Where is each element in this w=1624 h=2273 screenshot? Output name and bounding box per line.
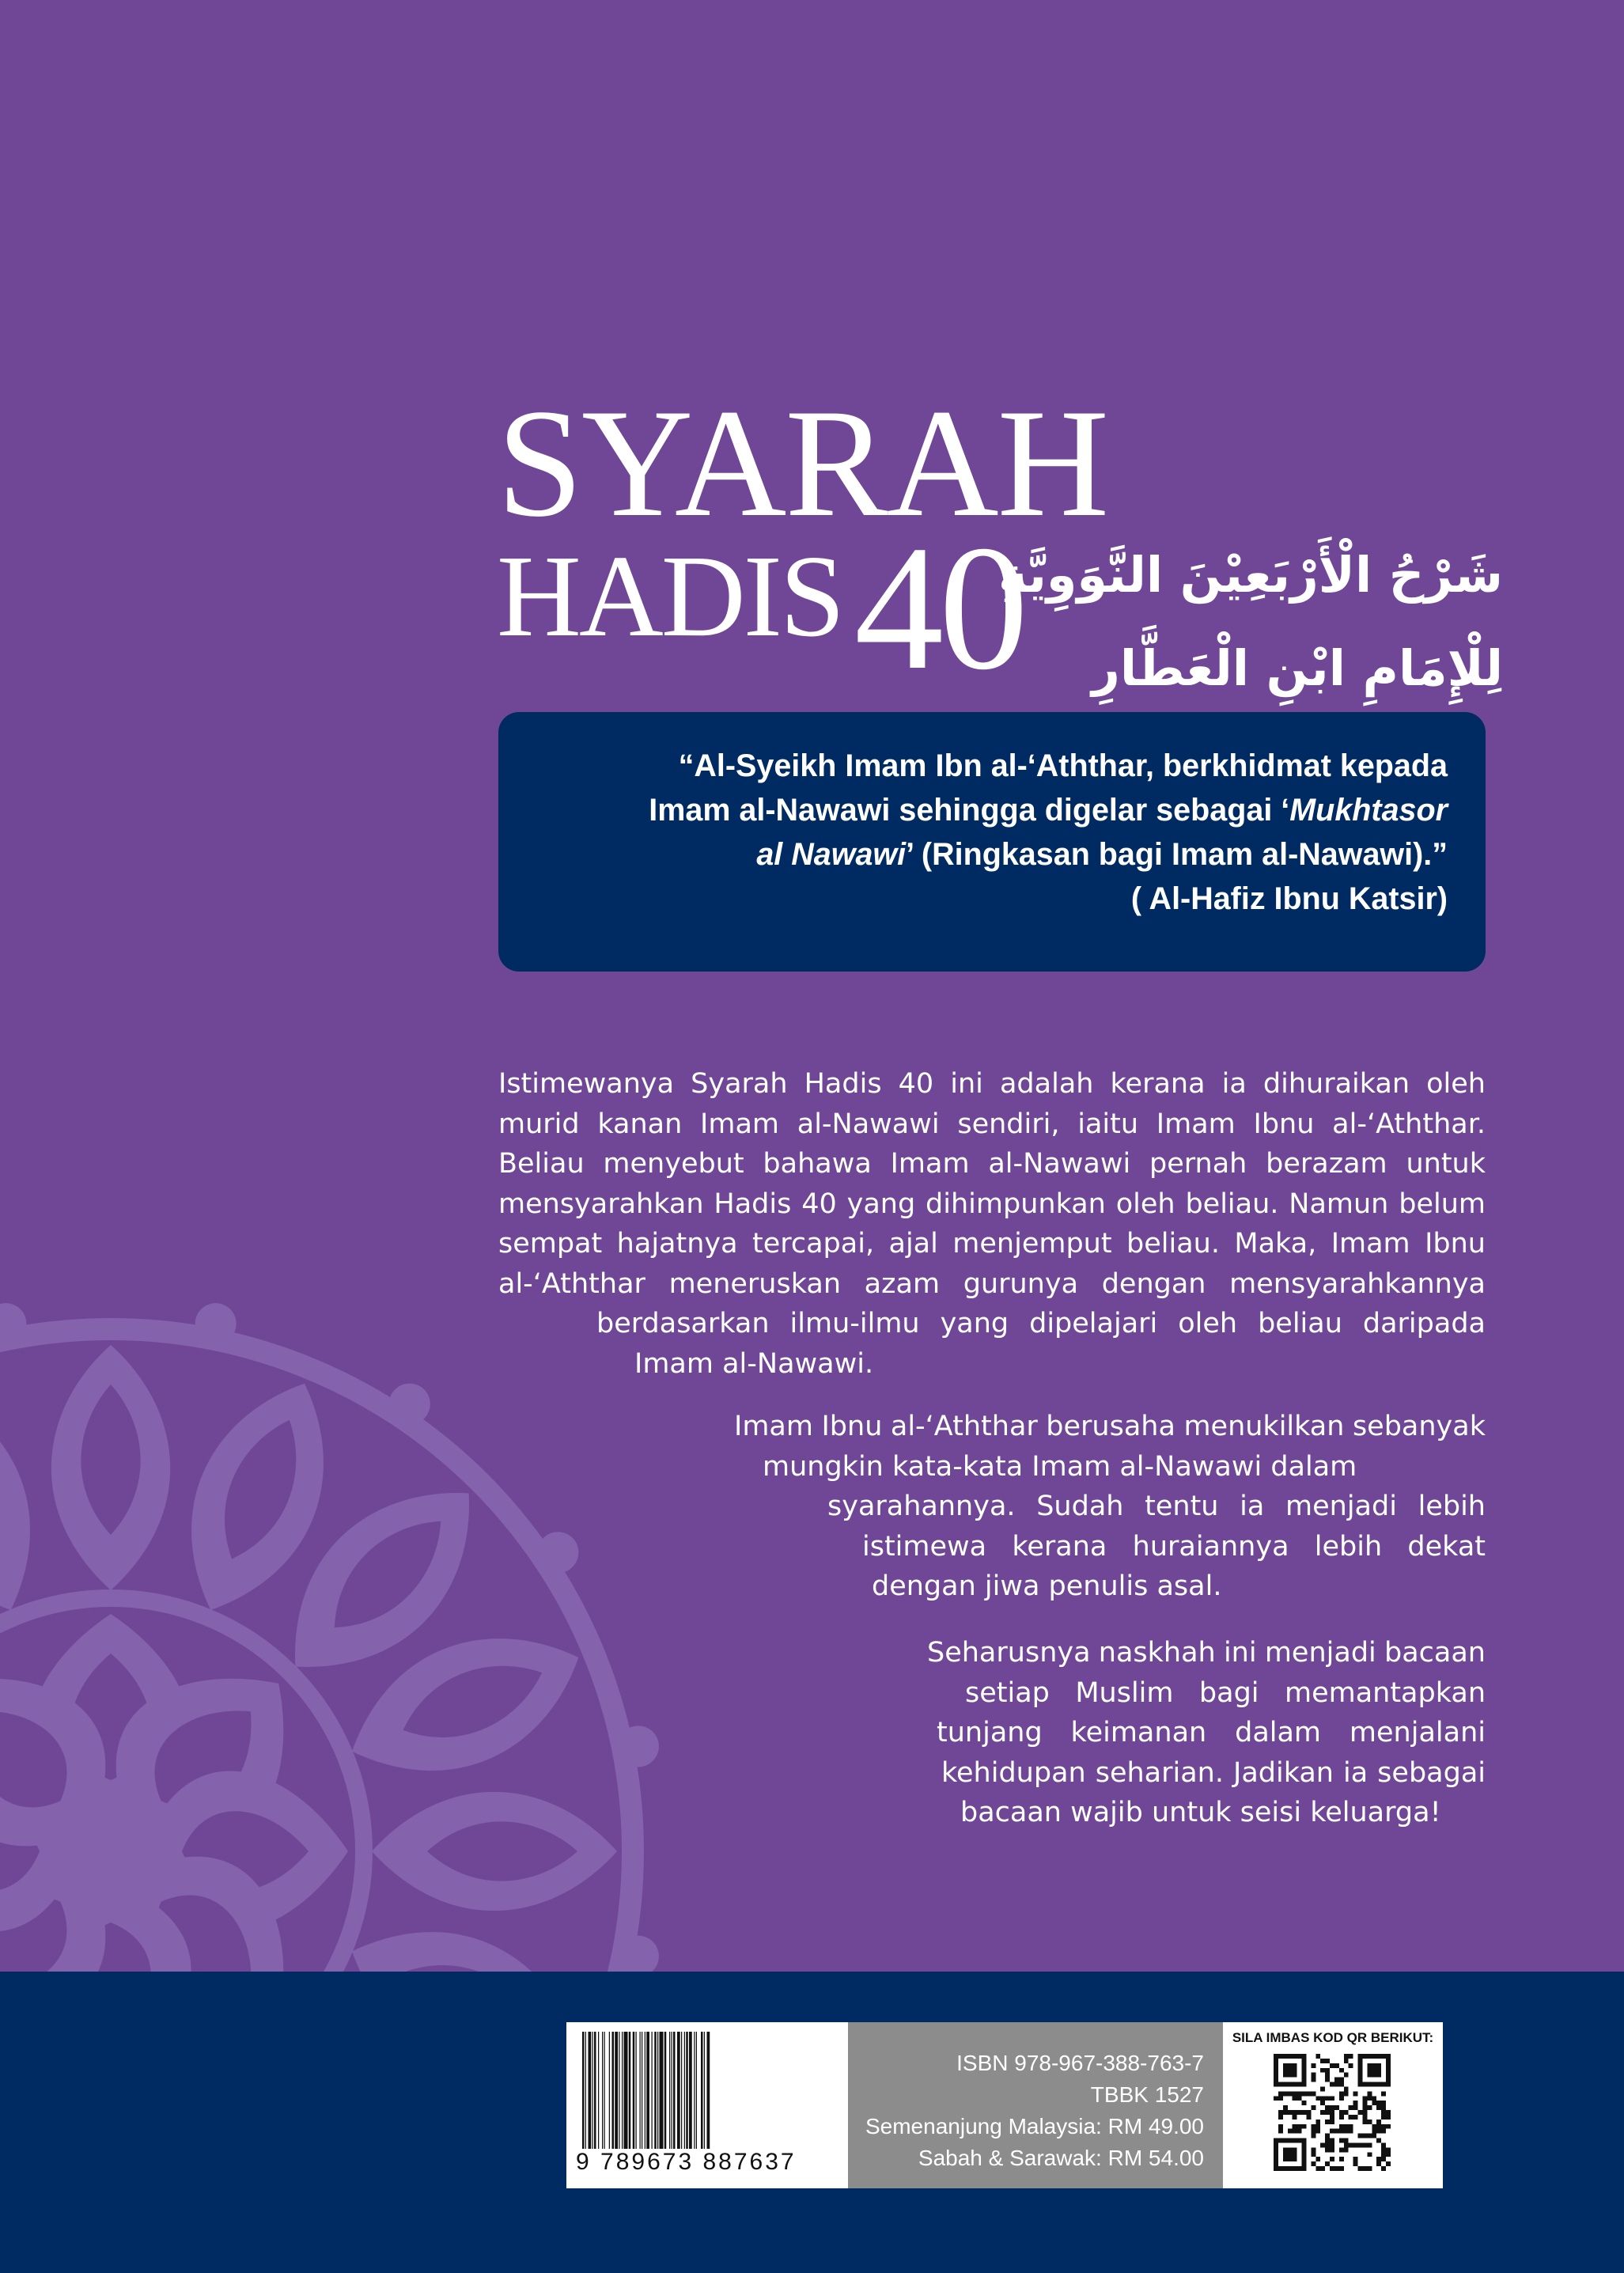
quote-italic: al Nawawi	[756, 837, 907, 872]
body-paragraph-1	[498, 1064, 1486, 1384]
qr-code-icon	[1274, 2054, 1391, 2171]
text-line: Imam al-Nawawi.	[634, 1347, 874, 1380]
price-peninsular: Semenanjung Malaysia: RM 49.00	[865, 2114, 1204, 2139]
text-line: murid kanan Imam al-Nawawi sendiri, iaitu Imam Ibnu al-‘Aththar.	[498, 1108, 1486, 1140]
arabic-title-line2: لِلْإِمَامِ ابْنِ الْعَطَّارِ	[1092, 639, 1503, 697]
title-number: 40	[854, 509, 1024, 707]
text-line: mungkin kata-kata Imam al-Nawawi dalam	[763, 1450, 1357, 1483]
text-line: kehidupan seharian. Jadikan ia sebagai	[941, 1756, 1486, 1789]
quote-line: “Al-Syeikh Imam Ibn al-‘Aththar, berkhidmat kepada	[678, 748, 1448, 783]
quote-source: ( Al-Hafiz Ibnu Katsir)	[1130, 881, 1448, 916]
barcode-area	[566, 2022, 848, 2188]
quote-segment: Imam al-Nawawi sehingga digelar sebagai ‘	[649, 793, 1290, 828]
text-line: setiap Muslim bagi memantapkan	[965, 1676, 1486, 1709]
qr-caption: SILA IMBAS KOD QR BERIKUT:	[1232, 2030, 1434, 2045]
text-line: sempat hajatnya tercapai, ajal menjemput beliau. Maka, Imam Ibnu	[498, 1228, 1486, 1260]
text-line: syarahannya. Sudah tentu ia menjadi lebih	[827, 1491, 1486, 1522]
quote-box	[498, 712, 1486, 972]
quote-italic: Mukhtasor	[1289, 793, 1448, 828]
text-line: Seharusnya naskhah ini menjadi bacaan	[927, 1637, 1486, 1669]
barcode-icon	[579, 2032, 835, 2149]
text-line: bacaan wajib untuk seisi keluarga!	[960, 1797, 1441, 1828]
body-paragraph-3	[498, 1633, 1486, 1833]
isbn-panel	[848, 2022, 1223, 2188]
text-line: Imam Ibnu al-‘Aththar berusaha menukilkan sebanyak	[734, 1411, 1486, 1442]
title-hadis: HADIS	[497, 532, 843, 661]
book-code: TBBK 1527	[1090, 2082, 1204, 2107]
text-line: berdasarkan ilmu-ilmu yang dipelajari oleh beliau daripada	[596, 1308, 1486, 1339]
text-line: tunjang keimanan dalam menjalani	[937, 1717, 1486, 1748]
qr-area	[1223, 2022, 1443, 2188]
text-line: Beliau menyebut bahawa Imam al-Nawawi pernah berazam untuk	[498, 1148, 1486, 1180]
info-panel	[566, 2022, 1443, 2188]
text-line: mensyarahkan Hadis 40 yang dihimpunkan oleh beliau. Namun belum	[498, 1188, 1486, 1220]
price-east-malaysia: Sabah & Sarawak: RM 54.00	[918, 2146, 1204, 2170]
barcode-digits: 9 789673 887637	[576, 2149, 797, 2175]
isbn-number: ISBN 978-967-388-763-7	[956, 2051, 1204, 2075]
quote-segment: ’ (Ringkasan bagi Imam al-Nawawi).”	[906, 837, 1448, 872]
quote-line	[536, 832, 1448, 877]
quote-text	[536, 744, 1448, 877]
text-line: istimewa kerana huraiannya lebih dekat	[862, 1530, 1486, 1563]
text-line: Istimewanya Syarah Hadis 40 ini adalah kerana ia dihuraikan oleh	[498, 1068, 1486, 1100]
text-line: dengan jiwa penulis asal.	[872, 1570, 1222, 1602]
body-paragraph-2	[498, 1407, 1486, 1607]
title-syarah: SYARAH	[497, 377, 1108, 549]
arabic-title-line1: شَرْحُ الْأَرْبَعِيْنَ النَّوَوِيَّةِ	[997, 546, 1503, 604]
quote-line	[536, 788, 1448, 832]
text-line: al-‘Aththar meneruskan azam gurunya dengan mensyarahkannya	[498, 1267, 1486, 1300]
